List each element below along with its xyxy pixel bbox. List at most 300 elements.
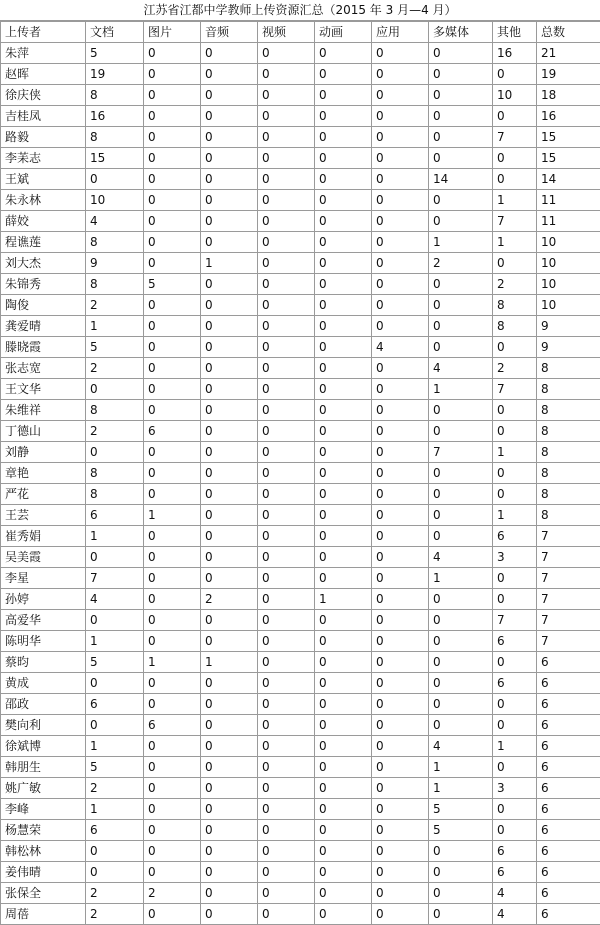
cell-multimedia: 1 — [429, 232, 493, 253]
cell-images: 0 — [144, 841, 201, 862]
cell-other: 1 — [493, 232, 537, 253]
cell-images: 0 — [144, 442, 201, 463]
header-apps: 应用 — [372, 22, 429, 43]
cell-multimedia: 0 — [429, 211, 493, 232]
cell-animation: 0 — [315, 547, 372, 568]
cell-other: 4 — [493, 904, 537, 925]
cell-images: 0 — [144, 148, 201, 169]
cell-other: 0 — [493, 715, 537, 736]
table-row — [1, 610, 600, 631]
header-animation: 动画 — [315, 22, 372, 43]
cell-apps: 0 — [372, 43, 429, 64]
cell-total: 6 — [537, 778, 600, 799]
cell-video: 0 — [258, 190, 315, 211]
table-row — [1, 190, 600, 211]
cell-apps: 0 — [372, 526, 429, 547]
cell-other: 0 — [493, 64, 537, 85]
table-row — [1, 316, 600, 337]
cell-documents: 0 — [86, 841, 144, 862]
header-documents: 文档 — [86, 22, 144, 43]
header-video: 视频 — [258, 22, 315, 43]
cell-apps: 0 — [372, 421, 429, 442]
cell-audio: 0 — [201, 862, 258, 883]
cell-audio: 0 — [201, 673, 258, 694]
cell-video: 0 — [258, 421, 315, 442]
cell-other: 0 — [493, 421, 537, 442]
cell-images: 0 — [144, 484, 201, 505]
cell-other: 0 — [493, 694, 537, 715]
cell-apps: 0 — [372, 316, 429, 337]
cell-total: 11 — [537, 190, 600, 211]
header-multimedia: 多媒体 — [429, 22, 493, 43]
cell-uploader: 姚广敏 — [1, 778, 86, 799]
cell-images: 0 — [144, 295, 201, 316]
cell-video: 0 — [258, 379, 315, 400]
cell-animation: 0 — [315, 421, 372, 442]
cell-video: 0 — [258, 484, 315, 505]
cell-animation: 0 — [315, 694, 372, 715]
cell-video: 0 — [258, 841, 315, 862]
cell-apps: 0 — [372, 757, 429, 778]
cell-documents: 8 — [86, 127, 144, 148]
cell-uploader: 李苿志 — [1, 148, 86, 169]
cell-total: 6 — [537, 820, 600, 841]
cell-other: 0 — [493, 400, 537, 421]
cell-apps: 0 — [372, 610, 429, 631]
table-row — [1, 505, 600, 526]
cell-multimedia: 5 — [429, 799, 493, 820]
cell-animation: 0 — [315, 631, 372, 652]
table-row — [1, 43, 600, 64]
cell-images: 0 — [144, 904, 201, 925]
cell-total: 6 — [537, 673, 600, 694]
table-row — [1, 232, 600, 253]
cell-audio: 0 — [201, 190, 258, 211]
cell-total: 10 — [537, 295, 600, 316]
cell-other: 6 — [493, 841, 537, 862]
cell-other: 1 — [493, 736, 537, 757]
cell-total: 6 — [537, 736, 600, 757]
cell-uploader: 赵晖 — [1, 64, 86, 85]
cell-apps: 0 — [372, 358, 429, 379]
cell-video: 0 — [258, 442, 315, 463]
cell-images: 0 — [144, 127, 201, 148]
cell-audio: 0 — [201, 358, 258, 379]
cell-images: 1 — [144, 652, 201, 673]
cell-video: 0 — [258, 232, 315, 253]
cell-audio: 0 — [201, 841, 258, 862]
cell-images: 0 — [144, 316, 201, 337]
cell-other: 6 — [493, 631, 537, 652]
cell-video: 0 — [258, 64, 315, 85]
cell-documents: 15 — [86, 148, 144, 169]
cell-total: 6 — [537, 757, 600, 778]
cell-total: 7 — [537, 589, 600, 610]
cell-animation: 0 — [315, 127, 372, 148]
cell-animation: 0 — [315, 106, 372, 127]
cell-audio: 0 — [201, 694, 258, 715]
cell-animation: 0 — [315, 841, 372, 862]
cell-other: 3 — [493, 778, 537, 799]
cell-animation: 0 — [315, 883, 372, 904]
cell-other: 2 — [493, 274, 537, 295]
cell-uploader: 杨慧荣 — [1, 820, 86, 841]
header-uploader: 上传者 — [1, 22, 86, 43]
cell-audio: 1 — [201, 253, 258, 274]
cell-total: 6 — [537, 694, 600, 715]
cell-images: 0 — [144, 757, 201, 778]
cell-video: 0 — [258, 904, 315, 925]
cell-audio: 0 — [201, 547, 258, 568]
cell-animation: 0 — [315, 463, 372, 484]
cell-uploader: 陶俊 — [1, 295, 86, 316]
cell-other: 6 — [493, 862, 537, 883]
cell-animation: 0 — [315, 316, 372, 337]
cell-audio: 0 — [201, 631, 258, 652]
table-row — [1, 358, 600, 379]
cell-animation: 0 — [315, 190, 372, 211]
cell-images: 0 — [144, 190, 201, 211]
cell-other: 4 — [493, 883, 537, 904]
cell-total: 8 — [537, 421, 600, 442]
cell-uploader: 龚爱晴 — [1, 316, 86, 337]
cell-documents: 0 — [86, 169, 144, 190]
cell-total: 8 — [537, 463, 600, 484]
cell-documents: 1 — [86, 316, 144, 337]
cell-total: 11 — [537, 211, 600, 232]
cell-animation: 0 — [315, 652, 372, 673]
cell-total: 19 — [537, 64, 600, 85]
cell-audio: 0 — [201, 715, 258, 736]
cell-other: 0 — [493, 589, 537, 610]
cell-images: 0 — [144, 568, 201, 589]
cell-total: 10 — [537, 274, 600, 295]
cell-apps: 0 — [372, 568, 429, 589]
table-row — [1, 526, 600, 547]
cell-uploader: 王文华 — [1, 379, 86, 400]
cell-video: 0 — [258, 631, 315, 652]
cell-animation: 0 — [315, 736, 372, 757]
cell-other: 0 — [493, 337, 537, 358]
cell-audio: 0 — [201, 421, 258, 442]
cell-images: 0 — [144, 337, 201, 358]
cell-audio: 0 — [201, 904, 258, 925]
cell-total: 8 — [537, 379, 600, 400]
cell-multimedia: 2 — [429, 253, 493, 274]
cell-total: 8 — [537, 484, 600, 505]
cell-multimedia: 0 — [429, 904, 493, 925]
cell-other: 0 — [493, 106, 537, 127]
table-row — [1, 337, 600, 358]
cell-apps: 0 — [372, 736, 429, 757]
cell-uploader: 王芸 — [1, 505, 86, 526]
cell-video: 0 — [258, 694, 315, 715]
cell-multimedia: 7 — [429, 442, 493, 463]
cell-uploader: 孙婷 — [1, 589, 86, 610]
cell-multimedia: 0 — [429, 505, 493, 526]
cell-animation: 0 — [315, 274, 372, 295]
cell-images: 0 — [144, 64, 201, 85]
cell-images: 0 — [144, 526, 201, 547]
cell-audio: 0 — [201, 883, 258, 904]
cell-animation: 0 — [315, 64, 372, 85]
cell-documents: 9 — [86, 253, 144, 274]
cell-documents: 1 — [86, 526, 144, 547]
cell-audio: 0 — [201, 442, 258, 463]
cell-images: 0 — [144, 358, 201, 379]
cell-total: 9 — [537, 337, 600, 358]
cell-documents: 4 — [86, 211, 144, 232]
cell-documents: 2 — [86, 883, 144, 904]
cell-uploader: 徐庆侠 — [1, 85, 86, 106]
cell-animation: 0 — [315, 799, 372, 820]
cell-images: 0 — [144, 85, 201, 106]
cell-uploader: 樊向利 — [1, 715, 86, 736]
cell-video: 0 — [258, 589, 315, 610]
cell-documents: 0 — [86, 610, 144, 631]
cell-images: 5 — [144, 274, 201, 295]
cell-other: 6 — [493, 526, 537, 547]
cell-uploader: 周蓓 — [1, 904, 86, 925]
cell-multimedia: 1 — [429, 778, 493, 799]
cell-other: 0 — [493, 463, 537, 484]
cell-uploader: 张保全 — [1, 883, 86, 904]
cell-apps: 0 — [372, 547, 429, 568]
cell-audio: 0 — [201, 736, 258, 757]
cell-apps: 0 — [372, 169, 429, 190]
cell-uploader: 刘静 — [1, 442, 86, 463]
cell-images: 1 — [144, 505, 201, 526]
cell-documents: 6 — [86, 694, 144, 715]
cell-apps: 0 — [372, 883, 429, 904]
cell-other: 1 — [493, 442, 537, 463]
cell-multimedia: 1 — [429, 568, 493, 589]
cell-uploader: 朱锦秀 — [1, 274, 86, 295]
cell-apps: 0 — [372, 841, 429, 862]
cell-other: 0 — [493, 652, 537, 673]
cell-audio: 0 — [201, 169, 258, 190]
cell-audio: 0 — [201, 757, 258, 778]
cell-images: 0 — [144, 379, 201, 400]
cell-audio: 0 — [201, 799, 258, 820]
cell-images: 0 — [144, 232, 201, 253]
table-row — [1, 547, 600, 568]
cell-total: 7 — [537, 547, 600, 568]
cell-images: 0 — [144, 673, 201, 694]
cell-audio: 0 — [201, 106, 258, 127]
cell-images: 0 — [144, 169, 201, 190]
cell-multimedia: 0 — [429, 715, 493, 736]
table-row — [1, 715, 600, 736]
cell-uploader: 黄成 — [1, 673, 86, 694]
cell-multimedia: 0 — [429, 883, 493, 904]
cell-documents: 1 — [86, 799, 144, 820]
cell-images: 0 — [144, 736, 201, 757]
cell-audio: 0 — [201, 232, 258, 253]
cell-animation: 0 — [315, 715, 372, 736]
cell-other: 0 — [493, 568, 537, 589]
cell-video: 0 — [258, 253, 315, 274]
cell-other: 0 — [493, 820, 537, 841]
table-row — [1, 463, 600, 484]
table-row — [1, 400, 600, 421]
cell-images: 2 — [144, 883, 201, 904]
cell-audio: 0 — [201, 400, 258, 421]
cell-other: 2 — [493, 358, 537, 379]
cell-animation: 0 — [315, 169, 372, 190]
cell-documents: 1 — [86, 736, 144, 757]
cell-apps: 0 — [372, 85, 429, 106]
cell-uploader: 李峰 — [1, 799, 86, 820]
cell-other: 3 — [493, 547, 537, 568]
cell-total: 7 — [537, 610, 600, 631]
table-row — [1, 568, 600, 589]
cell-uploader: 邵政 — [1, 694, 86, 715]
cell-animation: 0 — [315, 85, 372, 106]
cell-audio: 0 — [201, 127, 258, 148]
cell-video: 0 — [258, 799, 315, 820]
cell-documents: 0 — [86, 442, 144, 463]
cell-video: 0 — [258, 337, 315, 358]
cell-apps: 0 — [372, 274, 429, 295]
table-row — [1, 484, 600, 505]
cell-apps: 0 — [372, 799, 429, 820]
cell-apps: 0 — [372, 148, 429, 169]
cell-video: 0 — [258, 295, 315, 316]
header-total: 总数 — [537, 22, 600, 43]
cell-video: 0 — [258, 820, 315, 841]
cell-video: 0 — [258, 757, 315, 778]
cell-other: 0 — [493, 148, 537, 169]
cell-audio: 0 — [201, 64, 258, 85]
cell-total: 8 — [537, 358, 600, 379]
cell-audio: 0 — [201, 211, 258, 232]
cell-images: 0 — [144, 694, 201, 715]
cell-video: 0 — [258, 526, 315, 547]
cell-multimedia: 0 — [429, 589, 493, 610]
cell-video: 0 — [258, 883, 315, 904]
cell-multimedia: 1 — [429, 757, 493, 778]
cell-multimedia: 5 — [429, 820, 493, 841]
cell-apps: 0 — [372, 589, 429, 610]
cell-documents: 6 — [86, 505, 144, 526]
cell-uploader: 韩松林 — [1, 841, 86, 862]
table-row — [1, 64, 600, 85]
cell-multimedia: 14 — [429, 169, 493, 190]
cell-video: 0 — [258, 778, 315, 799]
cell-other: 0 — [493, 757, 537, 778]
cell-video: 0 — [258, 148, 315, 169]
cell-animation: 0 — [315, 568, 372, 589]
cell-video: 0 — [258, 316, 315, 337]
cell-uploader: 韩朋生 — [1, 757, 86, 778]
cell-apps: 0 — [372, 379, 429, 400]
cell-audio: 0 — [201, 43, 258, 64]
cell-total: 18 — [537, 85, 600, 106]
cell-total: 15 — [537, 127, 600, 148]
cell-animation: 0 — [315, 400, 372, 421]
cell-video: 0 — [258, 862, 315, 883]
cell-audio: 0 — [201, 505, 258, 526]
cell-video: 0 — [258, 358, 315, 379]
cell-video: 0 — [258, 274, 315, 295]
table-row — [1, 211, 600, 232]
cell-other: 0 — [493, 169, 537, 190]
cell-documents: 5 — [86, 43, 144, 64]
table-row — [1, 442, 600, 463]
cell-multimedia: 0 — [429, 148, 493, 169]
cell-images: 0 — [144, 631, 201, 652]
cell-video: 0 — [258, 400, 315, 421]
cell-images: 6 — [144, 421, 201, 442]
cell-multimedia: 0 — [429, 64, 493, 85]
cell-multimedia: 0 — [429, 673, 493, 694]
header-audio: 音频 — [201, 22, 258, 43]
cell-video: 0 — [258, 610, 315, 631]
cell-documents: 8 — [86, 85, 144, 106]
cell-total: 8 — [537, 400, 600, 421]
cell-multimedia: 0 — [429, 484, 493, 505]
cell-uploader: 徐斌博 — [1, 736, 86, 757]
cell-images: 0 — [144, 610, 201, 631]
cell-documents: 8 — [86, 400, 144, 421]
cell-video: 0 — [258, 85, 315, 106]
cell-multimedia: 0 — [429, 610, 493, 631]
cell-audio: 0 — [201, 295, 258, 316]
cell-audio: 0 — [201, 274, 258, 295]
cell-apps: 0 — [372, 253, 429, 274]
cell-documents: 2 — [86, 904, 144, 925]
cell-other: 7 — [493, 379, 537, 400]
table-row — [1, 652, 600, 673]
table-row — [1, 778, 600, 799]
cell-uploader: 吉桂凤 — [1, 106, 86, 127]
cell-other: 10 — [493, 85, 537, 106]
cell-apps: 0 — [372, 904, 429, 925]
cell-images: 0 — [144, 589, 201, 610]
table-row — [1, 148, 600, 169]
cell-documents: 8 — [86, 232, 144, 253]
cell-animation: 0 — [315, 442, 372, 463]
cell-animation: 0 — [315, 358, 372, 379]
cell-video: 0 — [258, 127, 315, 148]
cell-animation: 0 — [315, 778, 372, 799]
cell-other: 8 — [493, 316, 537, 337]
cell-animation: 0 — [315, 232, 372, 253]
cell-multimedia: 0 — [429, 694, 493, 715]
cell-multimedia: 1 — [429, 379, 493, 400]
cell-documents: 4 — [86, 589, 144, 610]
cell-uploader: 吴美霞 — [1, 547, 86, 568]
cell-uploader: 蔡昀 — [1, 652, 86, 673]
cell-audio: 0 — [201, 484, 258, 505]
cell-animation: 1 — [315, 589, 372, 610]
cell-documents: 0 — [86, 673, 144, 694]
cell-documents: 2 — [86, 295, 144, 316]
cell-apps: 0 — [372, 484, 429, 505]
table-row — [1, 274, 600, 295]
cell-audio: 0 — [201, 568, 258, 589]
cell-uploader: 严花 — [1, 484, 86, 505]
cell-multimedia: 0 — [429, 43, 493, 64]
cell-video: 0 — [258, 43, 315, 64]
cell-uploader: 朱永林 — [1, 190, 86, 211]
cell-video: 0 — [258, 211, 315, 232]
cell-other: 0 — [493, 484, 537, 505]
cell-audio: 0 — [201, 316, 258, 337]
cell-uploader: 高爱华 — [1, 610, 86, 631]
table-row — [1, 841, 600, 862]
